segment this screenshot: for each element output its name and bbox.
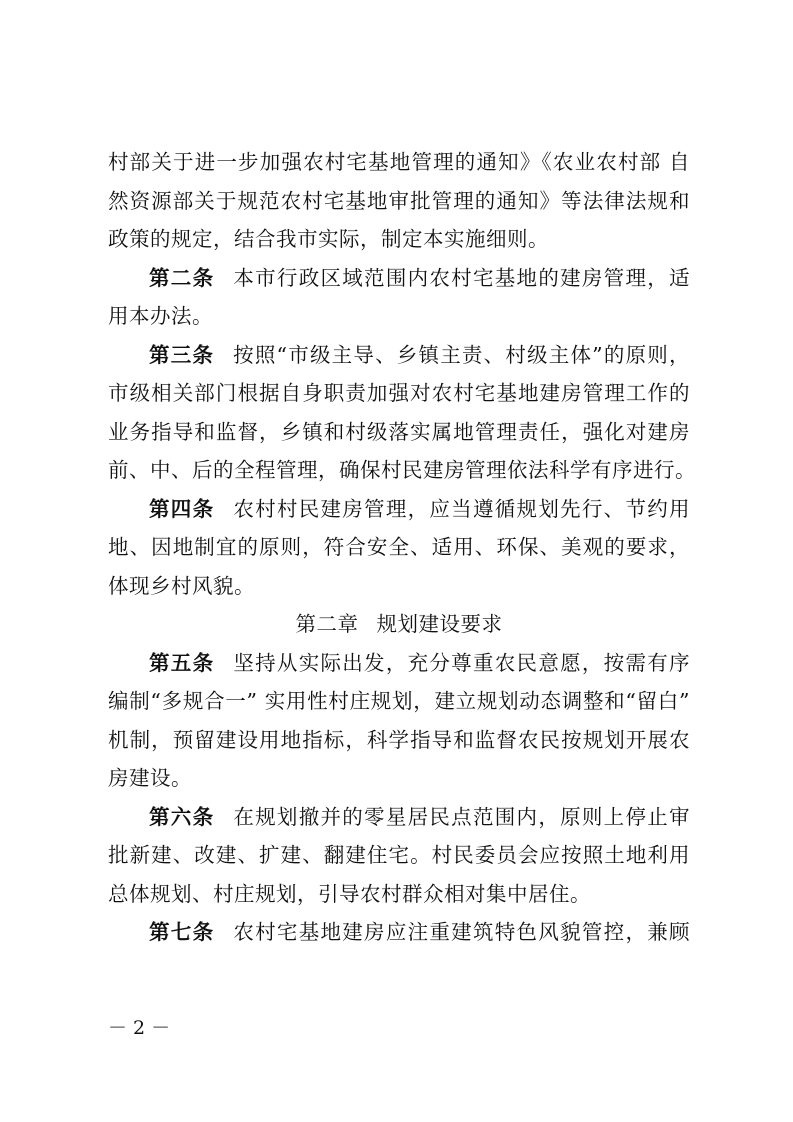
article-6 [108,798,690,837]
body-line: 业务指导和监督，乡镇和村级落实属地管理责任，强化对建房 [108,419,690,444]
page-number: － 2 － [108,1017,171,1039]
document-body [108,143,696,952]
body-line: 用本办法。 [108,304,213,328]
body-line: 地、因地制宜的原则，符合安全、适用、环保、美观的要求， [108,535,690,559]
article-7 [108,913,690,952]
body-line: 前、中、后的全程管理，确保村民建房管理依法科学有序进行。 [108,458,696,482]
article-text: 农村宅基地建房应注重建筑特色风貌管控，兼顾 [233,920,691,944]
article-2 [108,259,690,298]
chapter-number: 第二章 [295,612,359,636]
article-text: 农村村民建房管理，应当遵循规划先行、节约用 [233,496,691,521]
body-line: 机制，预留建设用地指标，科学指导和监督农民按规划开展农 [108,727,690,752]
article-4 [108,490,690,529]
article-number: 第四条 [149,496,215,521]
body-line: 批新建、改建、扩建、翻建住宅。村民委员会应按照土地利用 [108,843,690,867]
chapter-heading [108,605,690,644]
article-text: 在规划撤并的零星居民点范围内，原则上停止审 [233,804,691,829]
article-text: 本市行政区域范围内农村宅基地的建房管理，适 [233,265,691,290]
body-line: 总体规划、村庄规划，引导农村群众相对集中居住。 [108,881,591,906]
body-line: 政策的规定，结合我市实际，制定本实施细则。 [108,227,549,251]
article-3 [108,336,690,375]
article-number: 第二条 [149,265,215,290]
article-number: 第五条 [149,650,215,675]
article-text: 按照“市级主导、乡镇主责、村级主体”的原则， [233,342,691,367]
body-line: 村部关于进一步加强农村宅基地管理的通知》《农业农村部 自 [108,150,690,174]
body-line: 体现乡村风貌。 [108,573,255,598]
article-text: 坚持从实际出发，充分尊重农民意愿，按需有序 [233,650,691,675]
body-line: 房建设。 [108,766,192,790]
body-line: 编制“多规合一” 实用性村庄规划，建立规划动态调整和“留白” [108,689,690,713]
article-number: 第三条 [149,342,215,367]
chapter-title: 规划建设要求 [376,612,503,636]
article-number: 第六条 [149,804,215,829]
body-line: 然资源部关于规范农村宅基地审批管理的通知》等法律法规和 [108,188,690,213]
body-line: 市级相关部门根据自身职责加强对农村宅基地建房管理工作的 [108,381,690,405]
article-number: 第七条 [149,920,215,944]
article-5 [108,644,690,683]
